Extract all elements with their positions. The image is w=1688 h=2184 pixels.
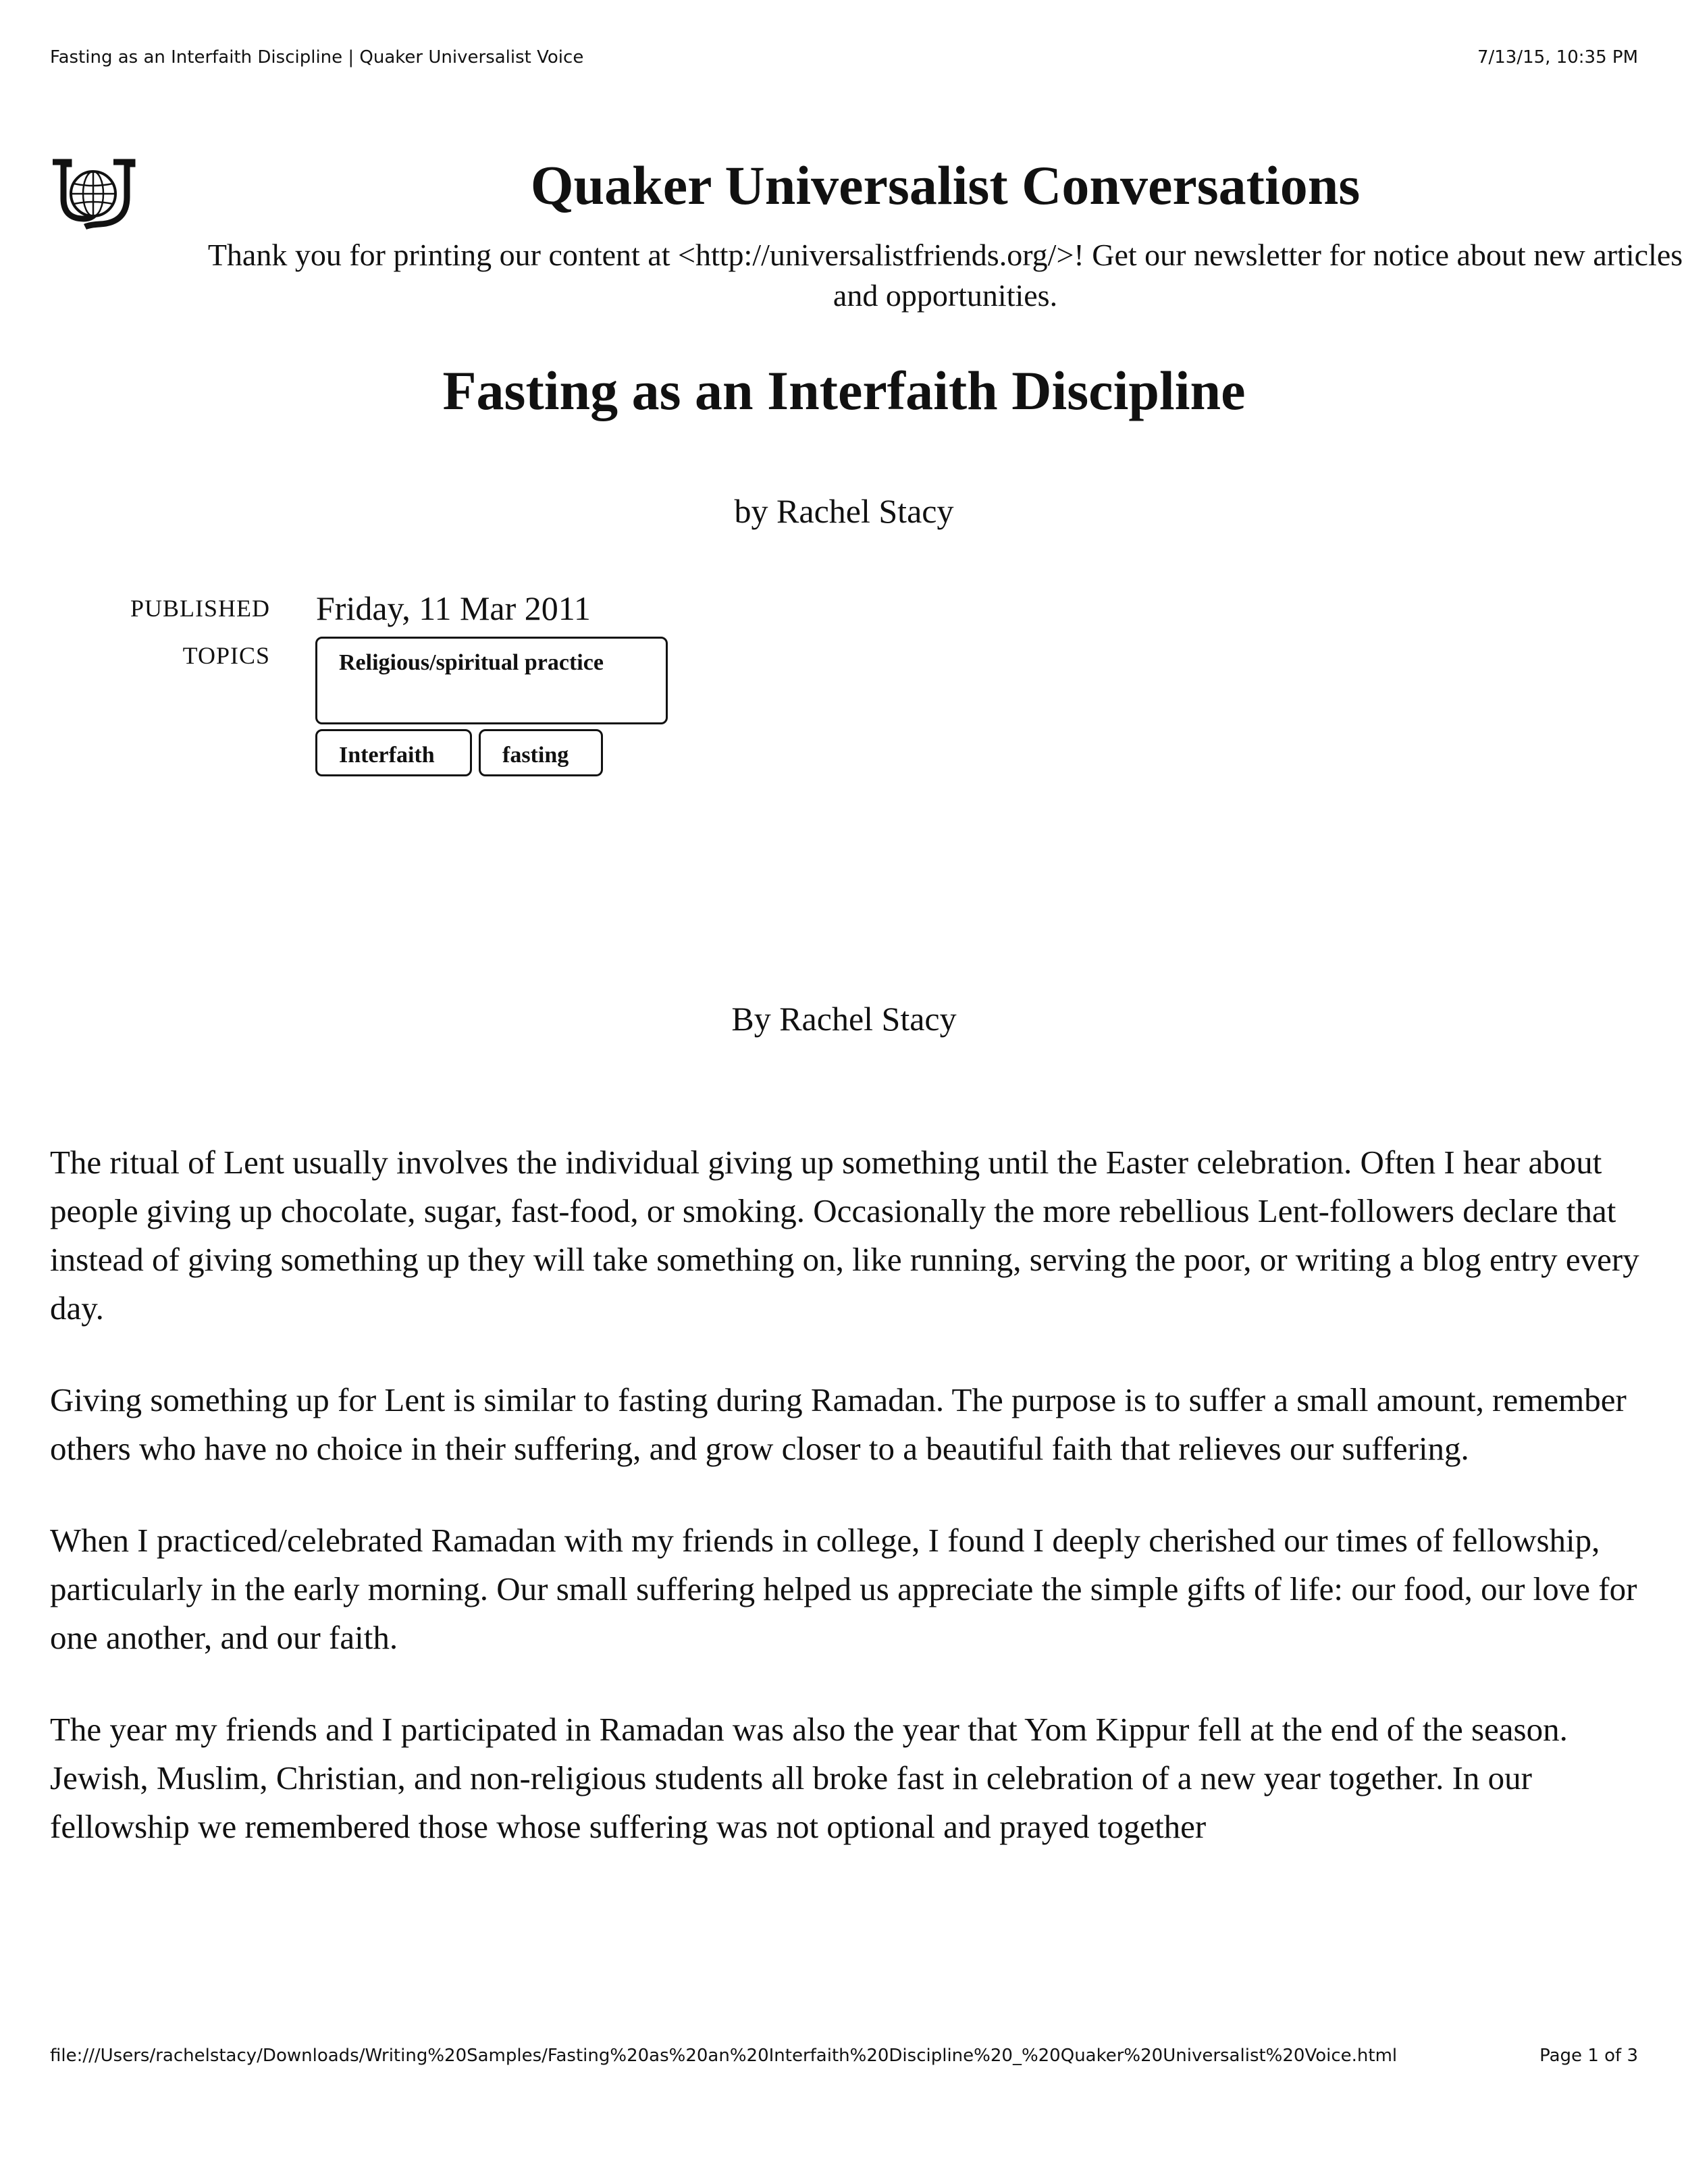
- published-date: Friday, 11 Mar 2011: [316, 589, 591, 627]
- topic-tag-religious-spiritual-practice[interactable]: Religious/spiritual practice: [315, 637, 668, 724]
- published-label: PUBLISHED: [130, 595, 270, 622]
- article-byline: by Rachel Stacy: [734, 492, 954, 530]
- article-paragraph: When I practiced/celebrated Ramadan with my friends in college, I found I deeply cherished our times of fellowship, particularly in the early morning. Our small suffering helped us appreciate the simple gifts of life: our food, our love for one another, and our faith.: [50, 1522, 1637, 1656]
- article-paragraph: Giving something up for Lent is similar to fasting during Ramadan. The purpose is to suffer a small amount, remember others who have no choice in their suffering, and grow closer to a beautiful faith that relieves our suffering.: [50, 1381, 1627, 1467]
- site-title[interactable]: Quaker Universalist Conversations: [530, 155, 1361, 216]
- article-paragraph: The year my friends and I participated in Ramadan was also the year that Yom Kippur fell at the end of the season. Jewish, Muslim, Christian, and non-religious students all broke fast in celebration of a new year together. In our fellowship we remembered those whose suffering was not optional and prayed together: [50, 1711, 1568, 1845]
- article-paragraph: The ritual of Lent usually involves the individual giving up something until the Easter celebration. Often I hear about people giving up chocolate, sugar, fast-food, or smoking. Occasionally the more rebellious Lent-followers declare that instead of giving something up they will take something on, like running, serving the poor, or writing a blog entry every day.: [50, 1144, 1639, 1327]
- article-body: [50, 1138, 1650, 1894]
- qu-globe-logo-icon[interactable]: [49, 157, 136, 231]
- topic-tag-interfaith[interactable]: Interfaith: [315, 729, 472, 776]
- print-notice: Thank you for printing our content at <http://universalistfriends.org/>! Get our newsletter for notice about new articles and opportunities.: [207, 238, 1683, 313]
- print-header-title: Fasting as an Interfaith Discipline | Quaker Universalist Voice: [50, 47, 584, 68]
- print-footer-file-path: file:///Users/rachelstacy/Downloads/Writing%20Samples/Fasting%20as%20an%20Interfaith%20Discipline%20_%20Quaker%20Universalist%20Voice.html: [50, 2046, 1398, 2066]
- print-header-timestamp: 7/13/15, 10:35 PM: [1477, 47, 1638, 68]
- article-title: Fasting as an Interfaith Discipline: [442, 360, 1246, 421]
- print-footer-page-indicator: Page 1 of 3: [1539, 2046, 1638, 2066]
- article-inline-byline: By Rachel Stacy: [731, 1000, 957, 1038]
- topic-tag-fasting[interactable]: fasting: [479, 729, 603, 776]
- topics-label: TOPICS: [182, 642, 270, 669]
